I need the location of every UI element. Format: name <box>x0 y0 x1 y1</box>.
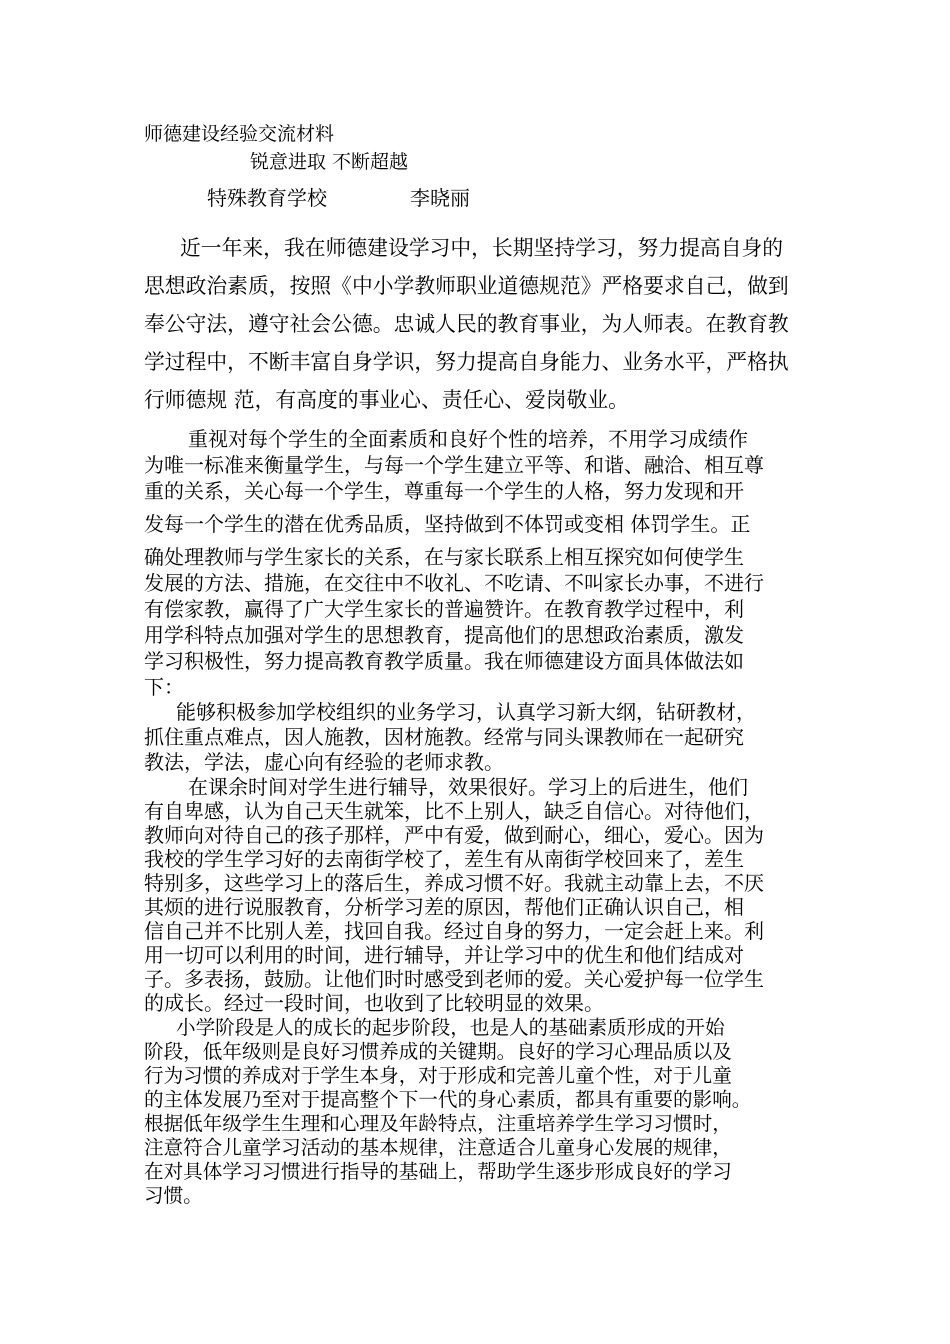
document-subtitle: 锐意进取 不断超越 <box>250 151 409 173</box>
paragraph-line: 发每一个学生的潜在优秀品质，坚持做到不体罚或变相 体罚学生。正 <box>144 512 751 536</box>
paragraph-line: 用学科特点加强对学生的思想教育，提高他们的思想政治素质，激发 <box>144 623 744 647</box>
paragraph-line: 奉公守法，遵守社会公德。忠诚人民的教育事业，为人师表。在教育教 <box>144 312 789 336</box>
paragraph-line: 阶段，低年级则是良好习惯养成的关键期。良好的学习心理品质以及 <box>144 1040 732 1063</box>
paragraph-line: 为唯一标准来衡量学生，与每一个学生建立平等、和谐、融洽、相互尊 <box>144 453 764 477</box>
paragraph-line: 学习积极性，努力提高教育教学质量。我在师德建设方面具体做法如 <box>144 649 744 673</box>
paragraph-line: 习惯。 <box>144 1184 203 1207</box>
paragraph-line: 的主体发展乃至对于提高整个下一代的身心素质，都具有重要的影响。 <box>144 1088 752 1111</box>
paragraph-line: 能够积极参加学校组织的业务学习，认真学习新大纲，钻研教材， <box>176 700 756 724</box>
paragraph-line: 我校的学生学习好的去南街学校了，差生有从南街学校回来了，差生 <box>144 847 744 871</box>
paragraph-line: 在课余时间对学生进行辅导，效果很好。学习上的后进生，他们 <box>188 775 748 799</box>
author-name: 李晓丽 <box>410 186 470 210</box>
paragraph-line: 信自己并不比别人差，找回自我。经过自身的努力，一定会赶上来。利 <box>144 919 764 943</box>
paragraph-line: 特别多，这些学习上的落后生，养成习惯不好。我就主动靠上去，不厌 <box>144 871 764 895</box>
paragraph-line: 发展的方法、措施，在交往中不收礼、不吃请、不叫家长办事，不进行 <box>144 571 764 595</box>
document-heading: 师德建设经验交流材料 <box>144 123 335 145</box>
paragraph-line: 确处理教师与学生家长的关系，在与家长联系上相互探究如何使学生 <box>144 545 744 569</box>
paragraph-line: 子。多表扬，鼓励。让他们时时感受到老师的爱。关心爱护每一位学生 <box>144 967 764 991</box>
paragraph-line: 有自卑感，认为自己天生就笨，比不上别人，缺乏自信心。对待他们， <box>144 799 764 823</box>
paragraph-line: 用一切可以利用的时间，进行辅导，并让学习中的优生和他们结成对 <box>144 943 744 967</box>
paragraph-line: 注意符合儿童学习活动的基本规律，注意适合儿童身心发展的规律， <box>144 1136 732 1159</box>
paragraph-line: 抓住重点难点，因人施教，因材施教。经常与同头课教师在一起研究 <box>144 725 744 749</box>
paragraph-line: 重视对每个学生的全面素质和良好个性的培养，不用学习成绩作 <box>188 427 748 451</box>
paragraph-line: 教法，学法，虚心向有经验的老师求教。 <box>144 750 504 774</box>
paragraph-line: 重的关系，关心每一个学生，尊重每一个学生的人格，努力发现和开 <box>144 479 744 503</box>
paragraph-line: 在对具体学习习惯进行指导的基础上，帮助学生逐步形成良好的学习 <box>144 1160 732 1183</box>
paragraph-line: 学过程中，不断丰富自身学识，努力提高自身能力、业务水平，严格执 <box>144 350 789 374</box>
paragraph-line: 其烦的进行说服教育，分析学习差的原因，帮他们正确认识自己，相 <box>144 895 744 919</box>
paragraph-line: 根据低年级学生生理和心理及年龄特点，注重培养学生学习习惯时， <box>144 1112 732 1135</box>
paragraph-line: 思想政治素质，按照《中小学教师职业道德规范》严格要求自己，做到 <box>144 274 789 298</box>
paragraph-line: 教师向对待自己的孩子那样，严中有爱，做到耐心，细心，爱心。因为 <box>144 823 764 847</box>
paragraph-line: 行为习惯的养成对于学生本身，对于形成和完善儿童个性，对于儿童 <box>144 1064 732 1087</box>
school-name: 特殊教育学校 <box>207 186 327 210</box>
paragraph-line: 小学阶段是人的成长的起步阶段，也是人的基础素质形成的开始 <box>176 1016 725 1039</box>
paragraph-line: 有偿家教，赢得了广大学生家长的普遍赞许。在教育教学过程中，利 <box>144 597 744 621</box>
paragraph-line: 近一年来，我在师德建设学习中，长期坚持学习，努力提高自身的 <box>180 236 784 260</box>
paragraph-line: 下： <box>144 675 184 699</box>
paragraph-line: 的成长。经过一段时间，也收到了比较明显的效果。 <box>144 991 604 1015</box>
paragraph-line: 行师德规 范，有高度的事业心、责任心、爱岗敬业。 <box>144 388 629 412</box>
